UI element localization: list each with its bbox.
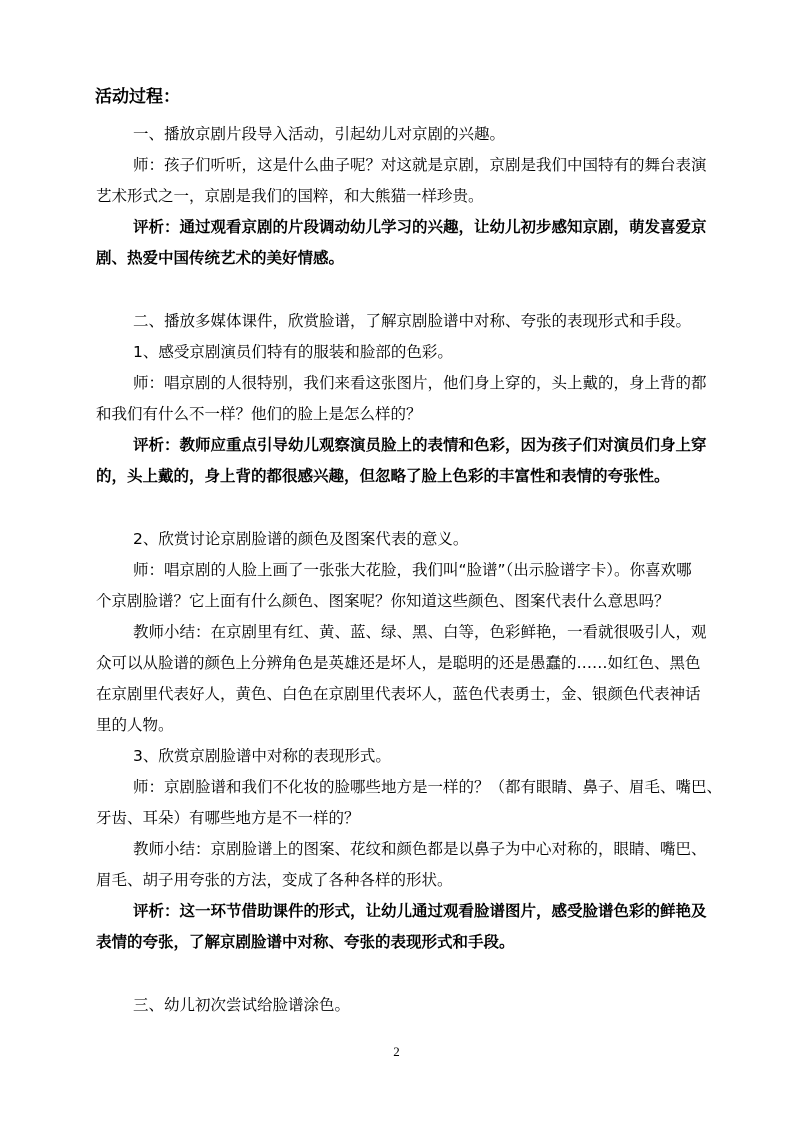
paragraph-line: 教师小结：在京剧里有红、黄、蓝、绿、黑、白等，色彩鲜艳，一看就很吸引人，观	[133, 623, 707, 641]
analysis-line: 评析：这一环节借助课件的形式，让幼儿通过观看脸谱图片，感受脸谱色彩的鲜艳及	[133, 902, 707, 920]
analysis-line: 评析：教师应重点引导幼儿观察演员脸上的表情和色彩，因为孩子们对演员们身上穿	[133, 436, 707, 454]
paragraph-line: 一、播放京剧片段导入活动，引起幼儿对京剧的兴趣。	[133, 125, 506, 143]
paragraph-line: 师：孩子们听听，这是什么曲子呢？对这就是京剧，京剧是我们中国特有的舞台表演	[133, 156, 707, 174]
section-heading: 活动过程：	[95, 87, 180, 107]
paragraph-line: 眉毛、胡子用夸张的方法，变成了各种各样的形状。	[96, 871, 453, 889]
paragraph-line: 师：唱京剧的人脸上画了一张张大花脸，我们叫“脸谱”（出示脸谱字卡）。你喜欢哪	[133, 561, 692, 579]
paragraph-line: 师：唱京剧的人很特别，我们来看这张图片，他们身上穿的，头上戴的，身上背的都	[133, 374, 707, 392]
paragraph-line: 师：京剧脸谱和我们不化妆的脸哪些地方是一样的？（都有眼睛、鼻子、眉毛、嘴巴、	[133, 778, 723, 796]
paragraph-line: 二、播放多媒体课件，欣赏脸谱，了解京剧脸谱中对称、夸张的表现形式和手段。	[133, 312, 692, 330]
paragraph-line: 3、欣赏京剧脸谱中对称的表现形式。	[133, 747, 391, 765]
analysis-line: 的，头上戴的，身上背的都很感兴趣，但忽略了脸上色彩的丰富性和表情的夸张性。	[96, 467, 670, 485]
paragraph-line: 众可以从脸谱的颜色上分辨角色是英雄还是坏人，是聪明的还是愚蠢的……如红色、黑色	[96, 654, 701, 672]
paragraph-line: 个京剧脸谱？它上面有什么颜色、图案呢？你知道这些颜色、图案代表什么意思吗？	[96, 592, 670, 610]
analysis-line: 表情的夸张，了解京剧脸谱中对称、夸张的表现形式和手段。	[96, 933, 515, 951]
paragraph-line: 艺术形式之一，京剧是我们的国粹，和大熊猫一样珍贵。	[96, 187, 484, 205]
page-number: 2	[393, 1044, 400, 1059]
analysis-line: 评析：通过观看京剧的片段调动幼儿学习的兴趣，让幼儿初步感知京剧，萌发喜爱京	[133, 218, 707, 236]
paragraph-line: 在京剧里代表好人，黄色、白色在京剧里代表坏人，蓝色代表勇士，金、银颜色代表神话	[96, 685, 701, 703]
paragraph-line: 里的人物。	[96, 716, 174, 734]
paragraph-line: 1、感受京剧演员们特有的服装和脸部的色彩。	[133, 343, 453, 361]
analysis-line: 剧、热爱中国传统艺术的美好情感。	[96, 249, 345, 267]
paragraph-line: 牙齿、耳朵）有哪些地方是不一样的？	[96, 809, 360, 827]
paragraph-line: 和我们有什么不一样？他们的脸上是怎么样的？	[96, 405, 422, 423]
paragraph-line: 三、幼儿初次尝试给脸谱涂色。	[133, 996, 351, 1014]
paragraph-line: 2、欣赏讨论京剧脸谱的颜色及图案代表的意义。	[133, 530, 469, 548]
paragraph-line: 教师小结：京剧脸谱上的图案、花纹和颜色都是以鼻子为中心对称的，眼睛、嘴巴、	[133, 840, 707, 858]
